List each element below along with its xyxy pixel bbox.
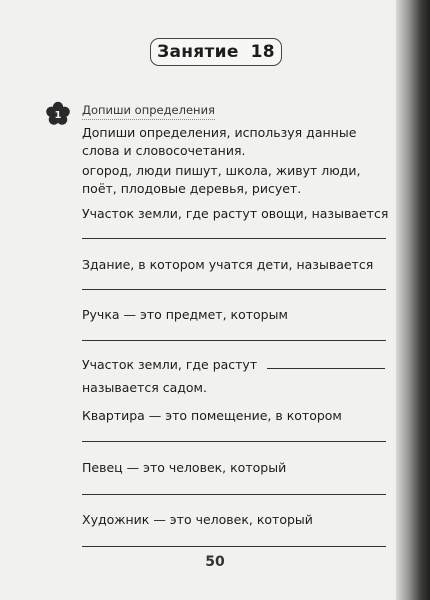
book-binding-shadow <box>396 0 430 600</box>
prompt-orchard <box>82 357 385 372</box>
word-bank: огород, люди пишут, школа, живут люди, поёт, плодовые деревья, рисует. <box>82 163 361 196</box>
page-number: 50 <box>205 554 225 570</box>
prompt-apartment: Квартира — это помещение, в котором <box>82 408 342 423</box>
flower-icon <box>45 101 71 127</box>
prompt-orchard-text: Участок земли, где растут <box>82 357 258 372</box>
answer-line-3[interactable] <box>82 340 386 341</box>
answer-line-5[interactable] <box>82 441 386 442</box>
task-instruction: Допиши определения, используя данные слова и словосочетания. <box>82 125 357 158</box>
lesson-title <box>150 38 282 66</box>
lesson-title-word: Занятие <box>157 42 239 62</box>
task-heading: Допиши определения <box>82 103 215 117</box>
answer-line-4[interactable] <box>267 368 385 369</box>
answer-line-1[interactable] <box>82 238 386 239</box>
prompt-school: Здание, в котором учатся дети, называется <box>82 257 374 272</box>
prompt-orchard-end: называется садом. <box>82 380 207 395</box>
prompt-pen: Ручка — это предмет, которым <box>82 307 288 322</box>
prompt-artist: Художник — это человек, который <box>82 512 313 527</box>
answer-line-2[interactable] <box>82 289 386 290</box>
svg-text:1: 1 <box>54 110 62 121</box>
prompt-singer: Певец — это человек, который <box>82 460 287 475</box>
lesson-number: 18 <box>250 42 275 62</box>
answer-line-6[interactable] <box>82 494 386 495</box>
prompt-vegetable-garden: Участок земли, где растут овощи, называется <box>82 206 389 221</box>
answer-line-7[interactable] <box>82 546 386 547</box>
